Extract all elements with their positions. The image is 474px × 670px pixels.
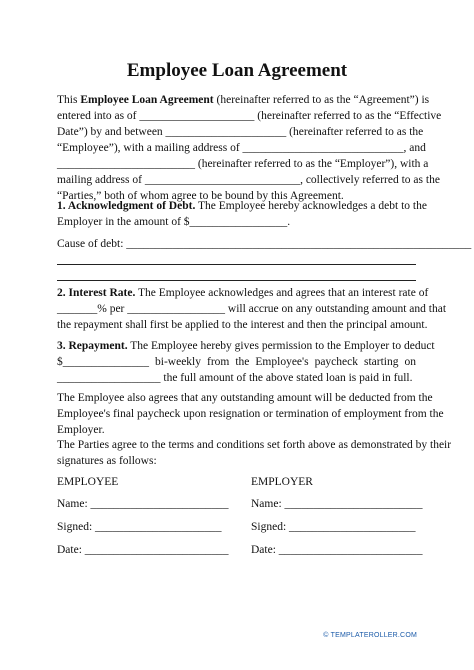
employee-signed-field: Signed: ______________________	[57, 521, 222, 533]
employee-name-field: Name: ________________________	[57, 498, 229, 510]
intro-line-2: entered into as of ____________________ (hereinafter referred to as the “Effective	[57, 110, 442, 122]
intro-line-1	[57, 92, 430, 108]
paragraph-5-line-1: The Parties agree to the terms and conditions set forth above as demonstrated by their	[57, 439, 452, 451]
agreement-name: Employee Loan Agreement	[80, 94, 214, 106]
section-3-line-2: $_______________ bi-weekly from the Employee's paycheck starting on	[57, 356, 416, 368]
cause-blank-line	[57, 268, 416, 284]
section-3-line-3: __________________ the full amount of the above stated loan is paid in full.	[57, 372, 413, 384]
document-title: Employee Loan Agreement	[126, 60, 348, 81]
intro-line-3: Date”) by and between _____________________ (hereinafter referred to as the	[57, 126, 424, 138]
section-3-line-1	[57, 338, 435, 354]
section-3-text: The Employee hereby gives permission to the Employer to deduct	[127, 340, 435, 352]
paragraph-4-line-1: The Employee also agrees that any outstanding amount will be deducted from the	[57, 392, 433, 404]
cause-of-debt-line: Cause of debt: ____________________________________________________________	[57, 238, 472, 250]
section-1-heading: 1. Acknowledgment of Debt.	[57, 200, 196, 212]
intro-line-4: “Employee”), with a mailing address of ____________________________, and	[57, 142, 426, 154]
section-2-text: The Employee acknowledges and agrees that an interest rate of	[135, 287, 429, 299]
section-1-text: The Employee hereby acknowledges a debt to the	[195, 200, 427, 212]
signature-intro-paragraph	[57, 437, 452, 469]
employee-heading: EMPLOYEE	[57, 476, 119, 488]
footer-copyright-link[interactable]: © TEMPLATEROLLER.COM	[323, 632, 417, 639]
paragraph-4-line-2: Employee's final paycheck upon resignation or termination of employment from the	[57, 408, 444, 420]
section-2-line-1	[57, 285, 429, 301]
section-1-line-1	[57, 198, 427, 214]
final-paycheck-paragraph	[57, 390, 444, 438]
paragraph-4-line-3: Employer.	[57, 424, 105, 436]
intro-line-7: “Parties,” both of whom agree to be bound by this Agreement.	[57, 190, 344, 202]
intro-line-5: ________________________ (hereinafter referred to as the “Employer”), with a	[57, 158, 429, 170]
section-repayment	[57, 338, 435, 386]
employer-date-field: Date: _________________________	[251, 544, 423, 556]
section-3-heading: 3. Repayment.	[57, 340, 128, 352]
employee-date-field: Date: _________________________	[57, 544, 229, 556]
intro-text: (hereinafter referred to as the “Agreement”) is	[213, 94, 430, 106]
section-interest-rate	[57, 285, 447, 333]
section-1-line-2: Employer in the amount of $_________________.	[57, 216, 291, 228]
intro-text: This	[57, 94, 81, 106]
employer-name-field: Name: ________________________	[251, 498, 423, 510]
intro-paragraph	[57, 92, 442, 204]
section-acknowledgment	[57, 198, 427, 230]
intro-line-6: mailing address of ___________________________, collectively referred to as the	[57, 174, 440, 186]
employer-heading: EMPLOYER	[251, 476, 313, 488]
section-2-line-2: _______% per _________________ will accrue on any outstanding amount and that	[57, 303, 447, 315]
paragraph-5-line-2: signatures as follows:	[57, 455, 157, 467]
cause-blank-line	[57, 252, 416, 268]
section-2-line-3: the repayment shall first be applied to the interest and then the principal amount.	[57, 319, 428, 331]
section-2-heading: 2. Interest Rate.	[57, 287, 136, 299]
employer-signed-field: Signed: ______________________	[251, 521, 416, 533]
cause-of-debt-block	[57, 236, 472, 284]
